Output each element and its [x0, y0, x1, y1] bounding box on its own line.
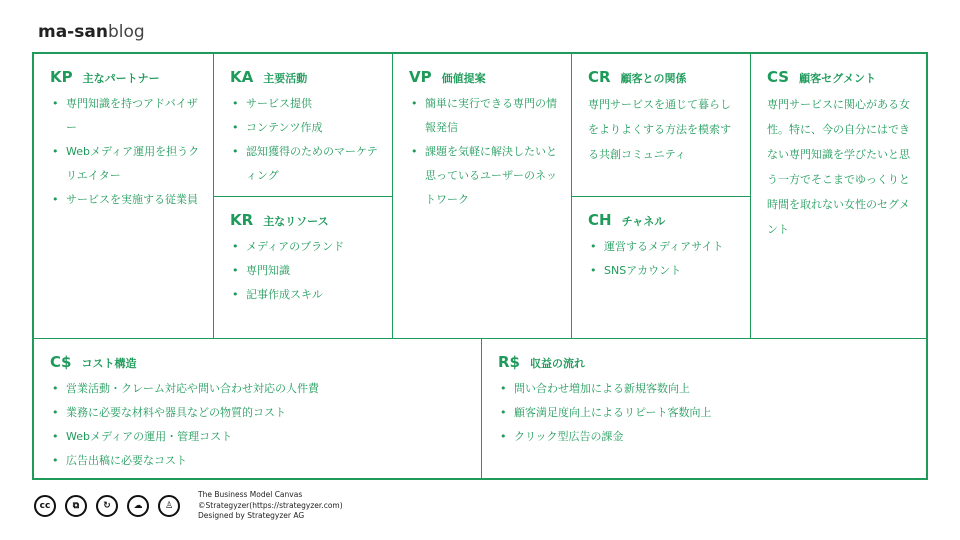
license-icons — [34, 495, 180, 517]
block-title: 価値提案 — [441, 72, 486, 85]
list-item: • 専門知識 — [230, 259, 382, 283]
block-code: KP — [50, 68, 73, 86]
credit-line: The Business Model Canvas — [198, 490, 303, 499]
key-activities-list — [230, 92, 382, 188]
customer-segments-block — [750, 54, 926, 338]
key-activities-block — [213, 54, 392, 196]
revenue-streams-list — [498, 377, 916, 449]
list-item: • SNSアカウント — [588, 259, 740, 283]
revenue-streams-block — [481, 338, 926, 478]
block-code: CR — [588, 68, 611, 86]
share-alike-icon: ↻ — [96, 495, 118, 517]
block-title: 顧客との関係 — [620, 72, 687, 85]
block-title: 顧客セグメント — [799, 72, 876, 85]
list-item: • サービス提供 — [230, 92, 382, 116]
list-item: • 広告出稿に必要なコスト — [50, 449, 471, 473]
footer — [34, 490, 343, 522]
list-item: • サービスを実施する従業員 — [50, 188, 203, 212]
brand-logo — [38, 22, 145, 42]
list-item: • 業務に必要な材料や器具などの物質的コスト — [50, 401, 471, 425]
value-proposition-block — [392, 54, 571, 338]
key-resources-block — [213, 196, 392, 338]
customer-segments-text: 専門サービスに関心がある女性。特に、今の自分にはできない専門知識を学びたいと思う一方でそこまでゆっくりと時間を取れない女性のセグメント — [767, 98, 910, 236]
customer-relationships-block — [571, 54, 750, 196]
list-item: • 認知獲得のためのマーケティング — [230, 140, 382, 188]
key-partners-list — [50, 92, 203, 212]
brand-bold: ma-san — [38, 22, 108, 42]
list-item: • 記事作成スキル — [230, 283, 382, 307]
block-title: チャネル — [621, 215, 666, 228]
list-item: • 問い合わせ増加による新規客数向上 — [498, 377, 916, 401]
list-item: • 専門知識を持つアドバイザー — [50, 92, 203, 140]
credit-line: Designed by Strategyzer AG — [198, 511, 305, 520]
block-title: 主要活動 — [263, 72, 308, 85]
business-model-canvas — [32, 52, 928, 480]
list-item: • メディアのブランド — [230, 235, 382, 259]
block-code: CS — [767, 68, 790, 86]
block-code: KR — [230, 211, 254, 229]
list-item: • 課題を気軽に解決したいと思っているユーザーのネットワーク — [409, 140, 561, 212]
list-item: • Webメディア運用を担うクリエイター — [50, 140, 203, 188]
list-item: • Webメディアの運用・管理コスト — [50, 425, 471, 449]
block-code: KA — [230, 68, 254, 86]
block-code: CH — [588, 211, 612, 229]
customer-relationships-text: 専門サービスを通じて暮らしをよりよくする方法を模索する共創コミュニティ — [588, 98, 731, 161]
key-resources-list — [230, 235, 382, 307]
no-derivatives-icon: ☁ — [127, 495, 149, 517]
list-item: • 顧客満足度向上によるリピート客数向上 — [498, 401, 916, 425]
channels-list — [588, 235, 740, 283]
block-code: R$ — [498, 353, 520, 371]
block-code: VP — [409, 68, 432, 86]
block-code: C$ — [50, 353, 72, 371]
credits — [198, 490, 343, 522]
brand-light: blog — [107, 22, 145, 42]
block-title: コスト構造 — [81, 357, 137, 370]
cost-structure-list — [50, 377, 471, 473]
cost-structure-block — [34, 338, 481, 478]
block-title: 収益の流れ — [530, 357, 585, 370]
copy-icon: ⧉ — [65, 495, 87, 517]
block-title: 主なパートナー — [82, 72, 160, 85]
cc-icon: cc — [34, 495, 56, 517]
block-title: 主なリソース — [263, 215, 329, 228]
key-partners-block — [34, 54, 213, 338]
list-item: • 営業活動・クレーム対応や問い合わせ対応の人件費 — [50, 377, 471, 401]
list-item: • クリック型広告の課金 — [498, 425, 916, 449]
credit-line: ©Strategyzer(https://strategyzer.com) — [198, 500, 343, 510]
list-item: • 簡単に実行できる専門の情報発信 — [409, 92, 561, 140]
channels-block — [571, 196, 750, 338]
list-item: • 運営するメディアサイト — [588, 235, 740, 259]
list-item: • コンテンツ作成 — [230, 116, 382, 140]
attribution-icon: ♙ — [158, 495, 180, 517]
value-proposition-list — [409, 92, 561, 212]
